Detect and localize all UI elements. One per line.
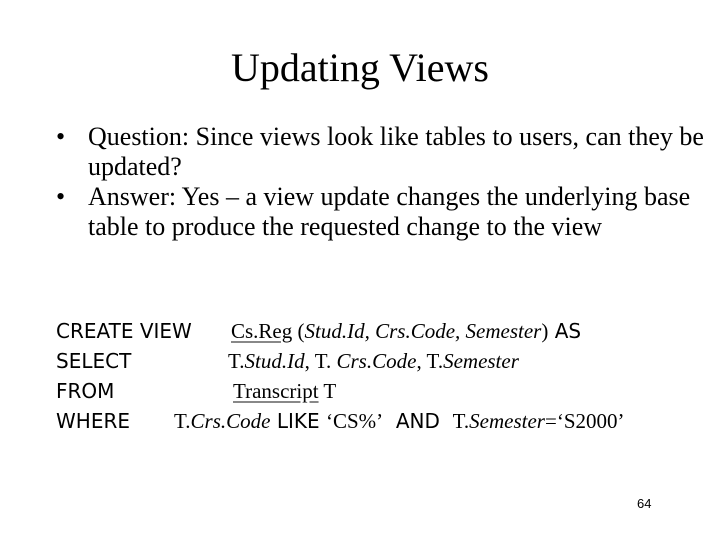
sql-line-select	[56, 346, 706, 376]
sql-line-create	[56, 316, 706, 346]
sql-line-body	[228, 346, 519, 376]
sql-text: , T.	[416, 349, 444, 373]
sql-line-body	[233, 376, 336, 406]
sql-keyword: FROM	[56, 379, 115, 403]
sql-keyword: CREATE VIEW	[56, 319, 192, 343]
sql-text: )	[541, 319, 549, 343]
bullet-list	[56, 122, 706, 242]
sql-text: =‘S2000’	[544, 409, 625, 433]
sql-column: Crs.Code	[336, 349, 417, 373]
sql-keyword-and: AND	[383, 409, 453, 433]
bullet-text: Question: Since views look like tables to users, can they be updated?	[88, 122, 704, 181]
sql-text: (	[292, 319, 305, 343]
view-columns: Stud.Id, Crs.Code, Semester	[304, 319, 542, 343]
sql-text: T.	[174, 409, 191, 433]
sql-text: T.	[452, 409, 470, 433]
sql-text: ‘CS%’	[325, 409, 384, 433]
sql-block	[56, 316, 706, 436]
bullet-question	[56, 122, 706, 182]
sql-keyword-as: AS	[548, 319, 582, 343]
view-name: Cs.Reg	[231, 319, 293, 343]
sql-column: Stud.Id	[244, 349, 305, 373]
slide-title: Updating Views	[231, 45, 489, 90]
bullet-answer	[56, 182, 706, 242]
sql-keyword: SELECT	[56, 349, 132, 373]
bullet-marker: •	[56, 182, 66, 211]
page-number: 64	[637, 496, 652, 511]
sql-text: T.	[228, 349, 245, 373]
sql-keyword-like: LIKE	[270, 409, 326, 433]
sql-line-from	[56, 376, 706, 406]
sql-keyword: WHERE	[56, 409, 130, 433]
sql-text: , T.	[304, 349, 337, 373]
sql-line-where	[56, 406, 706, 436]
sql-line-body	[231, 316, 581, 346]
sql-column: Semester	[443, 349, 519, 373]
sql-column: Semester	[469, 409, 545, 433]
sql-text: T	[318, 379, 337, 403]
table-name: Transcript	[233, 379, 319, 403]
sql-line-body	[174, 406, 625, 436]
bullet-marker: •	[56, 122, 66, 151]
sql-column: Crs.Code	[190, 409, 271, 433]
bullet-text: Answer: Yes – a view update changes the underlying base table to produce the requested change to the view	[88, 182, 691, 241]
